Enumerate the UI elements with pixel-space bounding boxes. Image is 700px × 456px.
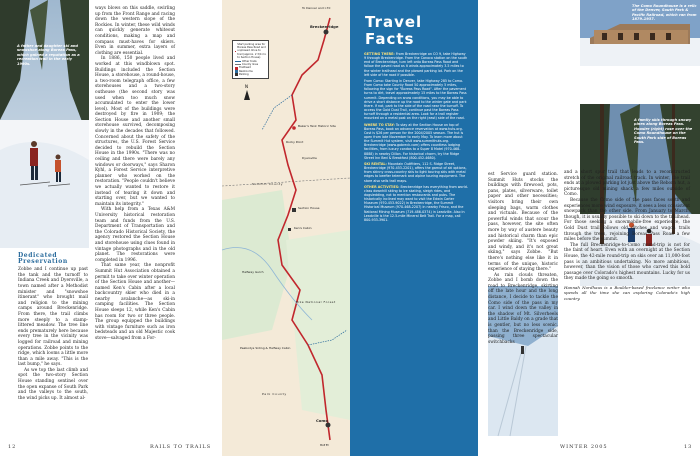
title-line-1: Travel	[365, 13, 423, 31]
map-label-pike-national-forest: Pike National Forest	[296, 300, 336, 304]
trail-map	[222, 0, 350, 456]
photo-caption-left: A father and daughter ski and snowshoe along Boreas Pass, which gained a reputation as a recreation trail in the early 1990s.	[17, 44, 80, 66]
right-column-3	[564, 170, 690, 438]
legend-item: County lines	[235, 63, 267, 66]
map-label-kens-cabin: Ken's Cabin	[294, 226, 312, 230]
section-house-marker	[292, 208, 296, 212]
photo-caption-roundhouse: The Como Roundhouse is a relic of the Denver, South Park & Pacific Railroad, which ran from 1879–1937.	[632, 4, 697, 22]
legend-item: Start parking area for Boreas Pass Road and unplowed drive to trail (approx. 2 3/4 mi. to Section House)	[235, 43, 267, 60]
paragraph: As rain clouds threaten, Zobbe and I bomb down the road to Breckenridge, skirting off the late hour and the long distance, I decide to tackle the Como side of the pass in my car. I wind down the valley in the shadow of Mt. Silverheels and Little Baldy on a grade that is gentler, but no less scenic, than the Breckenridge side, passing three spectacular switchbacks	[488, 272, 558, 345]
left-column-2	[95, 6, 175, 436]
fact-other-activities: OTHER ACTIVITIES: Breckenridge has everything from world-class downhill skiing to ice skating, sleigh rides, and dogsledding, not to mention restaurants and pubs. The historically inclined may want to visit the Edwin Carter Museum (970-453-9022) in Breckenridge, the Summit Historical Museum (970-468-2207) in nearby Frisco, and the National Mining Museum (719-486-0374) in Leadville. Also in Leadville is the 12.5-mile Mineral Belt Trail. For a map, call 800-933-3901.	[364, 184, 469, 222]
paragraph: With help from a Texas A&M University historical restoration team and funds from the U.S. Department of Transportation and the Colorado Historical Society, the agency restored the Section House and storehouse using clues found in vintage photographs and in the old planet. The restorations were completed in 1996.	[95, 207, 175, 263]
fact-from-como: From Como: Starting in Denver, take Highway 285 to Como. From Como take County Road 50 approximately 5 miles, following the sign for "Boreas Pass Road". After the pavement turns to dirt, travel approximately 15 miles to the Boreas Pass summit. Depending on snow conditions, you may be able to drive a short distance up the road to the winter gate and park there. If not, park to the side of the road near the turnoff. To access the Gold Dust Trail, continue past the Boreas Pass turnoff through a residential area. Look for a trail register mounted on a metal post on the right (east) side of the road.	[364, 78, 467, 121]
parking-icon	[235, 73, 238, 76]
photo-caption-family: A family skis through snowy pines along Boreas Pass. Hoosier (right) rose over the Como Roundhouse on the South Park side of Boreas Pass.	[634, 118, 693, 145]
map-legend	[232, 40, 269, 79]
photo-skiers-forest	[0, 0, 89, 248]
kens-cabin-marker	[288, 228, 291, 231]
legend-item: Restrooms	[235, 70, 267, 73]
skiers-forest-image	[0, 0, 89, 248]
fact-getting-there: GETTING THERE: From Breckenridge on CO 9, take Highway 9 through Breckenridge. From the Conoco station on the south end of Breckenridge, turn left onto Boreas Pass Road and follow the paved road as it winds approximately 3.5 miles to the winter trailhead and the plowed parking lot. Park on the left side of the road if possible.	[364, 52, 468, 77]
paragraph: Zobbe and I continue up past the tank and the turnoff to Indiana Creek and Dyersville, a town named after a Methodist minister and "snowshoe itinerant" who brought mail and religion to the mining camps around Breckenridge. From there, the trail climbs more steeply to a stamp-littered meadow. The tree line ends prematurely here because every tree in the vicinity was logged for railroad and mining operations. Zobbe points to the ridge, which looms a little more than a mile away. "This is the last bump," he says.	[18, 267, 88, 368]
author-bio: Hannah Nordhaus is a Boulder-based freelance writer who spends all the time she can exploring Colorado's high country.	[564, 284, 690, 302]
bakers-tank-marker	[292, 126, 296, 130]
folio-page-number-right: 13	[684, 444, 693, 450]
paragraph: In 1886, 150 people lived and worked at this windblown spot. Buildings included the Section House, a storehouse, a round-house, a two-room telegraph office, a few storehouses and a two-story outhouse (the second story was used when too much snow accumulated to enter the lower level). Most of the buildings were destroyed by fire in 1909; the Section House and another small storehouse survived, decomposing slowly in the decades that followed. Concerned about the safety of the structures, the U.S. Forest Service decided to rebuild the Section House in the 1990s. "There was no ceiling and there were barely any windows or doorways," says Sharon Kyhl, a Forest Service interpretive planner who worked on the restoration. "People couldn't believe we actually wanted to restore it instead of tearing it down and starting over, but we wanted to maintain its integrity."	[95, 56, 175, 207]
map-label-peabodys-siding: Peabodys Siding & Halfway Cabin	[240, 346, 291, 350]
map-label-to-denver: To Denver and I-70	[302, 6, 331, 10]
map-label-section-house: Section House	[298, 206, 320, 210]
paragraph: That same year, the nonprofit Summit Hut Association obtained a permit to take over winter operation of the Section House and another—named Ken's Cabin after a local backcountry skier who died in a nearby avalanche—as ski-in camping facilities. The Section House sleeps 12, while Ken's Cabin has room for two or three people. The group equipped the buildings with vintage furniture such as iron bedsteads and an old Majestic cook stove—salvaged from a For-	[95, 263, 175, 342]
folio-magazine-title: RAILS TO TRAILS	[150, 444, 212, 450]
paragraph: ways blows on this saddle, swirling up from the Front Range and racing down the western slope of the Rockies. In winter, these wild winds can quickly generate whiteout conditions, making a map and compass must-haves for skiers. Even in summer, extra layers of clothing are essential.	[95, 6, 175, 56]
map-label-breckenridge: Breckenridge	[310, 24, 339, 29]
paragraph: Because the Como side of the pass faces south and experiences more wind exposure, it sees a less consistent snowpack than the other side. From January to March, though, it is usually possible to ski down to the trailhead. For those seeking a snowmobile-free experience, the Gold Dust trail follows old ditches and wagon trails through the trees, rejoining Boreas Pass Road a few miles before the summit.	[564, 197, 690, 243]
folio-issue-date: WINTER 2005	[560, 444, 608, 450]
travel-facts-title	[365, 14, 422, 48]
legend-item: Other trails	[235, 60, 267, 63]
section-heading: Dedicated Preservation	[18, 252, 68, 265]
map-label-summit-county: Summit County	[252, 182, 284, 186]
paragraph: est Service guard station. Summit Huts stocks the buildings with firewood, pots, pans, plates, silverware, toilet paper and other necessities; visitors bring their own sleeping bags, warm clothes and victuals. Because of the powerful winds that scour the pass, however, the site often more by way of austere beauty and historical charm than epic powder skiing. "It's exposed and windy, and it's not great skiing," says Zobbe. "But there's nothing else like it in terms of the unique, historic experience of staying there."	[488, 172, 558, 273]
folio-page-number-left: 12	[8, 444, 17, 450]
travel-facts-body	[364, 52, 468, 442]
map-label-como: Como	[316, 418, 328, 423]
map-label-halfway-gulch: Halfway Gulch	[242, 270, 264, 274]
right-page	[350, 0, 700, 456]
map-label-dyersville: Dyersville	[302, 156, 317, 160]
title-line-2: Facts	[365, 30, 415, 48]
paragraph: The full Breckenridge-to-Como round-trip is not for the faint of heart. Even with an overnight at the Section House, the 42-mile round-trip on skis over an 11,000-foot pass is an ambitious undertaking. No more ambitious, however, than the vision of those who carved this bold passage over Colorado's highest mountains. Lucky for us they made the going so smooth.	[564, 242, 690, 282]
paragraph: and a short spur trail that leads to a reconstructed stretch of the original railroad track. In winter, the trail ends at a plowed parking lot just above the Reborn hut, a picturesque old mining shack a few miles outside of Como.	[564, 170, 690, 198]
fact-where-to-stay: WHERE TO STAY: To stay at the Section House on top of Boreas Pass, book an advance reservation at www.huts.org. Cost is $26 per person for the 2004/2005 season. The hut is open from late November to early May. To learn more about the Summit Hut system, visit www.summithuts.org. Breckenridge (www.gobreck.com) offers countless lodging facilities, from luxury condos to a Super 8 Motel (970-468-8888) in nearby Dillon. For historical charm, try the Ridge Street Inn Bed & Breakfast (800-452-4680).	[364, 122, 464, 160]
legend-item: Parking	[235, 73, 267, 76]
como-marker	[326, 423, 331, 428]
right-column-2	[488, 172, 558, 345]
legend-item: Trailhead	[235, 66, 267, 69]
paragraph: As we top the last climb and spot the two-story Section House standing sentinel over the open expanse of South Park and the valleys to the south, the wind picks up. It almost al-	[18, 367, 88, 401]
fact-ski-rental: SKI RENTAL: Mountain Outfitters, 112 S. Ridge Street, Breckenridge (970-453-2201), offers the gamut of ski options, from skinny cross-country skis to light touring skis with metal edges to beefier telemark and alpine touring equipment. The store also sells trail maps.	[364, 161, 467, 183]
left-column-1	[18, 251, 88, 437]
map-label-rocky-point: Rocky Point	[286, 140, 304, 144]
svg-text:N: N	[245, 84, 248, 89]
map-label-park-county: Park County	[262, 392, 287, 396]
breckenridge-marker	[324, 30, 329, 35]
map-attribution: MAP BY	[320, 444, 329, 447]
map-label-bakers-tank: Baker's Tank Historic Site	[298, 124, 336, 128]
